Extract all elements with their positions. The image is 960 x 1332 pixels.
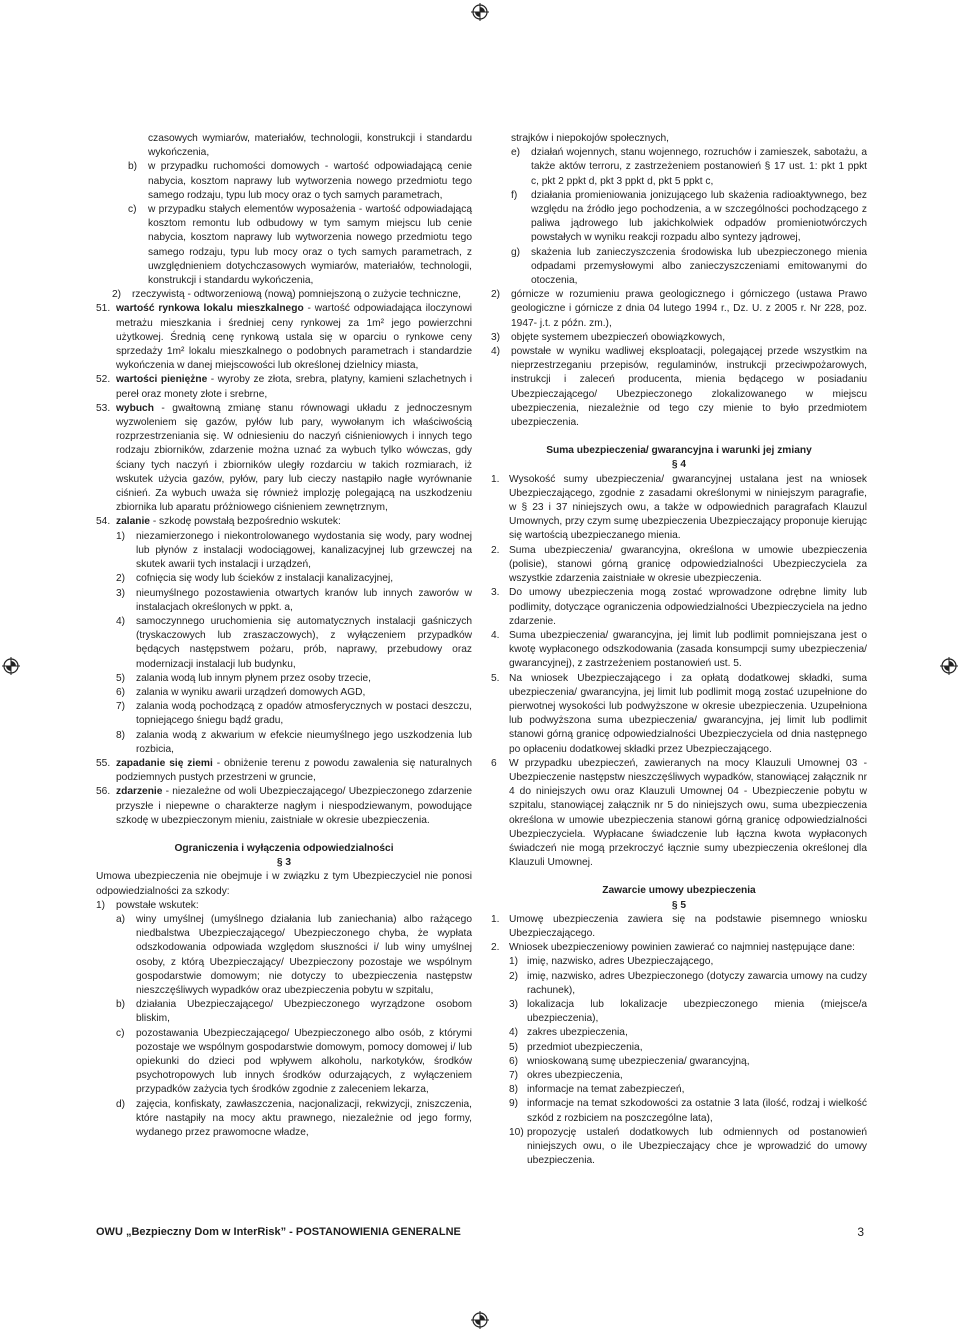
list-number: 9) bbox=[509, 1098, 519, 1110]
list-item bbox=[491, 629, 867, 672]
paragraph: Umowa ubezpieczenia nie obejmuje i w związku z tym Ubezpieczyciel nie ponosi odpowiedzialności za szkody: bbox=[96, 871, 472, 897]
list-item bbox=[96, 572, 472, 586]
sum-insured-list bbox=[491, 473, 867, 871]
list-number: 3) bbox=[116, 587, 126, 599]
list-number: 8) bbox=[509, 1084, 519, 1096]
list-number: g) bbox=[511, 246, 521, 258]
list-text: zalania wodą pochodzącą z opadów atmosferycznych w postaci deszczu, topniejącego śniegu bądź gradu, bbox=[136, 701, 472, 727]
registration-mark-top-icon bbox=[471, 3, 489, 21]
list-text: okres ubezpieczenia, bbox=[527, 1070, 623, 1081]
list-text: Wniosek ubezpieczeniowy powinien zawierać co najmniej następujące dane: bbox=[509, 942, 856, 954]
list-text: górnicze w rozumieniu prawa geologicznego i górniczego (ustawa Prawo geologiczne i górnicze z dnia 04 lutego 1994 r., Dz. U. z 2005 r. Nr 228, poz. 1947- j.t. z późn. zm.), bbox=[511, 289, 867, 329]
list-text: Wysokość sumy ubezpieczenia/ gwarancyjnej ustalana jest na wniosek Ubezpieczającego, zgodnie z zasadami określonymi w niniejszym paragrafie, w § 23 i 37 niniejszych owu, a także w odpowiednich paragrafach Klauzul Umownych, przy czym sumę ubezpieczenia Ubezpieczający proponuje kierując się wartością ubezpieczanego mienia. bbox=[509, 473, 867, 542]
list-text: informacje na temat szkodowości za ostatnie 3 lata (ilość, rodzaj i wielkość szkód z rozbiciem na poszczególne lata), bbox=[527, 1098, 867, 1124]
list-item bbox=[491, 913, 867, 941]
list-item bbox=[491, 1097, 867, 1125]
definition-term: wybuch bbox=[116, 402, 154, 414]
list-number: b) bbox=[116, 999, 126, 1011]
list-text: propozycję ustaleń dodatkowych lub odmiennych od postanowień niniejszych owu, o ile Ubezpieczający chce je wprowadzić do umowy ubezpieczenia. bbox=[527, 1126, 867, 1167]
list-item bbox=[96, 729, 472, 757]
list-number: 2) bbox=[491, 289, 501, 301]
list-item bbox=[491, 1126, 867, 1169]
list-number: 5) bbox=[116, 672, 126, 684]
definition-term: zapadanie się ziemi bbox=[116, 757, 213, 769]
list-text: winy umyślnej (umyślnego działania lub zaniechania) albo rażącego niedbalstwa Ubezpieczającego/ Ubezpieczonego chyba, że wypłata odszkodowania odpowiada względom słuszności i/ lub winy umyślnej osoby, z którą Ubezpieczający/ Ubezpieczony pozostaje we wspólnym gospodarstwie domowym; nie dotyczy to ubezpieczenia następstw nieszczęśliwych wypadków oraz ubezpieczenia pobytu w szpitalu, bbox=[136, 913, 472, 996]
exclusions-list-continued bbox=[491, 146, 867, 288]
section-number: § 4 bbox=[671, 459, 687, 471]
list-item bbox=[491, 955, 867, 969]
list-item bbox=[491, 1069, 867, 1083]
list-number: 4. bbox=[491, 629, 500, 641]
list-number: 2. bbox=[491, 544, 500, 556]
footer-title: OWU „Bezpieczny Dom w InterRisk” - POSTANOWIENIA GENERALNE bbox=[96, 1226, 461, 1238]
list-item bbox=[491, 1083, 867, 1097]
list-item bbox=[96, 615, 472, 672]
list-item bbox=[96, 672, 472, 686]
list-item bbox=[491, 998, 867, 1026]
list-number: 4) bbox=[491, 346, 501, 358]
list-number: d) bbox=[116, 1098, 126, 1110]
registration-mark-left-icon bbox=[2, 657, 20, 675]
list-number: 6) bbox=[509, 1055, 519, 1067]
list-text: przedmiot ubezpieczenia, bbox=[527, 1041, 643, 1053]
definition-item: 51. wartość rynkowa lokalu mieszkalnego - wartość odpowiadająca iloczynowi metrażu mieszkania i średniej ceny rynkowej za 1m² jego powierzchni użytkowej. Średnią cenę rynkową ustala się w oparciu o rynkowe ceny sprzedaży 1m² lokalu mieszkalnego o podobnych parametrach i standardzie wykończenia w danej miejscowości lub określonej dzielnicy miasta, bbox=[96, 303, 472, 372]
list-item bbox=[491, 970, 867, 998]
list-text: działań wojennych, stanu wojennego, rozruchów i zamieszek, sabotażu, a także aktów terroru, z zastrzeżeniem postanowień § 17 ust. 1: pkt 1 ppkt c, pkt 2 ppkt d, pkt 3 ppkt d, pkt 5 ppkt c, bbox=[531, 147, 867, 187]
definition-item: 54. zalanie - szkodę powstałą bezpośrednio wskutek: bbox=[96, 516, 341, 528]
list-number: 4) bbox=[509, 1027, 519, 1039]
list-text: Suma ubezpieczenia/ gwarancyjna, jej limit lub podlimit pomniejszana jest o kwotę wypłaconego odszkodowania (zasada konsumpcji sumy ubezpieczenia/ gwarancyjnej), z zastrzeżeniem postanowień ust. 5. bbox=[509, 629, 867, 670]
definition-term: zdarzenie bbox=[116, 786, 163, 798]
list-number: 1) bbox=[116, 530, 126, 542]
definition-item: 56. zdarzenie - niezależne od woli Ubezpieczającego/ Ubezpieczonego zdarzenie przyszłe i niepewne o charakterze nagłym i niespodziewanym, powodujące szkodę w ubezpieczonym mieniu, zaistniałe w okresie ubezpieczenia. bbox=[96, 786, 472, 826]
zalanie-list bbox=[96, 530, 472, 757]
list-number: 3) bbox=[509, 998, 519, 1010]
list-text: Suma ubezpieczenia/ gwarancyjna, określona w umowie ubezpieczenia (polisie), stanowi górną granicę odpowiedzialności Ubezpieczyciela za wszystkie zdarzenia zaistniałe w okresie ubezpieczenia. bbox=[509, 544, 867, 585]
list-item bbox=[491, 1041, 867, 1055]
list-item bbox=[96, 686, 472, 700]
list-item bbox=[96, 700, 472, 728]
right-column bbox=[491, 132, 867, 1168]
list-text: samoczynnego uruchomienia się automatycznych instalacji gaśniczych (tryskaczowych lub zraszaczowych), z wyłączeniem przypadków będących następstwem pożaru, prób, naprawy, przebudowy oraz modernizacji instalacji lub budynku, bbox=[136, 615, 472, 670]
definition-term: wartości pieniężne bbox=[116, 374, 208, 386]
list-number: 7) bbox=[509, 1070, 519, 1081]
list-item bbox=[491, 757, 867, 871]
list-text: objęte systemem ubezpieczeń obowiązkowych, bbox=[511, 331, 726, 343]
list-text: niezamierzonego i niekontrolowanego wydostania się wody, pary wodnej lub płynów z instalacji wodociągowej, kanalizacyjnej lub grzewczej na skutek awarii tych instalacji i urządzeń, bbox=[136, 530, 472, 571]
list-item bbox=[491, 345, 867, 430]
list-item bbox=[491, 189, 867, 246]
list-item bbox=[491, 544, 867, 587]
list-number: 2) bbox=[116, 573, 126, 585]
list-number: 8) bbox=[116, 729, 126, 741]
list-text: zakres ubezpieczenia, bbox=[527, 1027, 628, 1039]
page-number: 3 bbox=[857, 1225, 864, 1239]
list-number: 2) bbox=[509, 970, 519, 982]
list-item: c) w przypadku stałych elementów wyposażenia - wartość odpowiadającą kosztom remontu lub odbudowy w tym samym miejscu lub cenie nabycia, kosztom naprawy lub wytworzenia nowego przedmiotu tego samego rodzaju, typu lub mocy oraz o tych samych parametrach, z uwzględnieniem dotychczasowych wymiarów, materiałów, technologii, konstrukcji i standardu wykończenia, bbox=[128, 204, 472, 287]
list-number: 6) bbox=[116, 686, 126, 698]
list-text: Do umowy ubezpieczenia mogą zostać wprowadzone odrębne limity lub podlimity, dotyczące ograniczenia odpowiedzialności Ubezpieczyciela na jedno zdarzenie. bbox=[509, 587, 867, 627]
list-number: 1. bbox=[491, 913, 500, 925]
list-text: lokalizacja lub lokalizacje ubezpieczonego mienia (miejsce/a ubezpieczenia), bbox=[527, 998, 867, 1025]
list-text: działania Ubezpieczającego/ Ubezpieczonego wyrządzone osobom bliskim, bbox=[136, 999, 472, 1025]
section-number: § 3 bbox=[276, 857, 292, 869]
list-number: 2. bbox=[491, 942, 500, 954]
list-item bbox=[96, 587, 472, 615]
definition-term: wartość rynkowa lokalu mieszkalnego bbox=[116, 303, 304, 315]
list-text: zalania wodą lub innym płynem przez osoby trzecie, bbox=[136, 672, 371, 684]
list-text: zajęcia, konfiskaty, zawłaszczenia, nacjonalizacji, rekwizycji, zniszczenia, które nastąpiły na mocy aktu prawnego, niezależnie od jego formy, wydanego przez prawomocne władze, bbox=[136, 1098, 472, 1139]
list-text: pozostawania Ubezpieczającego/ Ubezpieczonego albo osób, z którymi pozostaje we wspólnym gospodarstwie domowym, pomocy domowej i/ lub opiekunki do dzieci pod wpływem alkoholu, narkotyków, środków psychotropowych lub innych środków odurzających, z wyłączeniem przypadków zażycia tych środków zgodnie z zaleceniem lekarza, bbox=[136, 1027, 472, 1096]
list-item bbox=[491, 146, 867, 189]
list-item bbox=[96, 1027, 472, 1098]
definition-item: 55. zapadanie się ziemi - obniżenie terenu z powodu zawalenia się naturalnych podziemnych pustych przestrzeni w gruncie, bbox=[96, 757, 472, 784]
list-item: b) w przypadku ruchomości domowych - wartość odpowiadającą cenie nabycia, kosztom naprawy lub wytworzenia nowego przedmiotu tego samego rodzaju, typu lub mocy oraz o tych samych parametrach, bbox=[128, 161, 472, 201]
paragraph: strajków i niepokojów społecznych, bbox=[511, 133, 669, 144]
list-number: 1. bbox=[491, 473, 500, 485]
list-text: W przypadku ubezpieczeń, zawieranych na mocy Klauzuli Umownej 03 - Ubezpieczenie następstw nieszczęśliwych wypadków, stanowiącej załącznik nr 4 do niniejszych owu oraz Klauzuli Umownej 04 - Ubezpieczenie pobytu w szpitalu, stanowiącej załącznik nr 5 do niniejszych owu, suma ubezpieczenia określona w umowie ubezpieczenia stanowi górną granicę odpowiedzialności Ubezpieczyciela. Wypłacane świadczenie lub łączna kwota wypłaconych świadczeń nie mogą przekroczyć łącznie sumy ubezpieczenia określonej dla Klauzuli Umownej. bbox=[509, 757, 867, 869]
list-number: 4) bbox=[116, 615, 126, 627]
list-number: 7) bbox=[116, 701, 126, 713]
section-title: Zawarcie umowy ubezpieczenia bbox=[602, 885, 756, 897]
list-number: 6 bbox=[491, 757, 497, 769]
list-item bbox=[491, 1026, 867, 1040]
list-item bbox=[491, 246, 867, 289]
list-item bbox=[96, 913, 472, 998]
list-number: 1) bbox=[509, 956, 519, 968]
list-number: 5) bbox=[509, 1041, 519, 1053]
definition-item: 52. wartości pieniężne - wyroby ze złota, srebra, platyny, kamieni szlachetnych i pereł oraz monety złote i srebrne, bbox=[96, 374, 473, 400]
list-number: 3. bbox=[491, 587, 500, 599]
list-text: imię, nazwisko, adres Ubezpieczającego, bbox=[527, 956, 714, 968]
list-item bbox=[491, 288, 867, 331]
list-text: skażenia lub zanieczyszczenia środowiska lub ubezpieczonego mienia odpadami przemysłowymi albo zanieczyszczeniami emitowanymi do otoczenia, bbox=[531, 246, 867, 287]
list-item bbox=[491, 941, 867, 955]
registration-mark-right-icon bbox=[940, 657, 958, 675]
list-text: informacje na temat zabezpieczeń, bbox=[527, 1084, 685, 1096]
list-text: powstałe w wyniku wadliwej eksploatacji, polegającej przede wszystkim na nieprzestrzeganiu przepisów, regulaminów, instrukcji przeciwpożarowych, instrukcji i zaleceń producenta, mienia będącego w posiadaniu Ubezpieczającego/ Ubezpieczonego zlokalizowanego w miejscu ubezpieczenia, niezależnie od tego czy mienie to było przedmiotem ubezpieczenia. bbox=[511, 346, 867, 429]
list-number: 5. bbox=[491, 672, 500, 684]
list-item bbox=[96, 998, 472, 1026]
section-number: § 5 bbox=[671, 899, 687, 911]
exclusions-list bbox=[96, 913, 472, 1140]
list-item: 2) rzeczywistą - odtworzeniową (nową) pomniejszoną o zużycie techniczne, bbox=[112, 289, 461, 301]
list-text: działania promieniowania jonizującego lub skażenia radioaktywnego, bez względu na źródło jego pochodzenia, a w szczególności pochodzącego z paliwa jądrowego lub jakichkolwiek odpadów promieniotwórczych powstałych w wyniku reakcji rozpadu albo syntezy jądrowej, bbox=[531, 189, 867, 244]
list-number: c) bbox=[116, 1027, 125, 1039]
list-number: a) bbox=[116, 913, 126, 925]
list-text: cofnięcia się wody lub ścieków z instalacji kanalizacyjnej, bbox=[136, 573, 394, 585]
list-text: nieumyślnego pozostawienia otwartych kranów lub innych zaworów w instalacjach określonych w ppkt. a, bbox=[136, 587, 472, 613]
definition-term: zalanie bbox=[116, 516, 150, 528]
list-text: Na wniosek Ubezpieczającego i za opłatą dodatkowej składki, suma ubezpieczenia/ gwarancyjna, jej limit lub podlimit mogą zostać uzupełnione do pierwotnej wysokości lub podwyższone w okresie ubezpieczenia. Uzupełniona lub podwyższona suma ubezpieczenia/ gwarancyjna, jej limit lub podlimit stanowi górną granicę odpowiedzialności Ubezpieczyciela od dnia następnego po opłaceniu dodatkowej składki przez Ubezpieczającego. bbox=[509, 672, 867, 755]
application-data-list bbox=[491, 955, 867, 1168]
list-item bbox=[491, 473, 867, 544]
list-text: zalania w wyniku awarii urządzeń domowych AGD, bbox=[136, 686, 366, 698]
list-text: imię, nazwisko, adres Ubezpieczonego (dotyczy zawarcia umowy na cudzy rachunek), bbox=[527, 970, 867, 996]
paragraph: czasowych wymiarów, materiałów, technologii, konstrukcji i standardu wykończenia, bbox=[148, 133, 472, 159]
list-item bbox=[96, 1098, 472, 1141]
list-text: Umowę ubezpieczenia zawiera się na podstawie pisemnego wniosku Ubezpieczającego. bbox=[509, 913, 867, 939]
list-item bbox=[96, 530, 472, 573]
list-item bbox=[491, 672, 867, 757]
list-item bbox=[491, 331, 867, 345]
definition-item: 53. wybuch - gwałtowną zmianę stanu równowagi układu z jednoczesnym wyzwoleniem się gazów, pyłów lub pary, wywołanym ich właściwością rozprzestrzeniania się. W odniesieniu do naczyń ciśnieniowych i innych tego rodzaju zbiorników, zdarzenie można uznać za wybuch tylko wówczas, gdy ściany tych naczyń i zbiorników uległy rozdarciu w takich rozmiarach, iż wskutek użycia gazów, pyłów, pary lub cieczy nastąpiło nagłe wyrównanie ciśnień. Za wybuch uważa się również implozję polegającą na uszkodzeniu zbiornika lub aparatu próżniowego ciśnieniem zewnętrznym, bbox=[96, 402, 472, 514]
left-column bbox=[96, 132, 472, 1140]
list-text: zalania wodą z akwarium w efekcie nieumyślnego jego uszkodzenia lub rozbicia, bbox=[136, 729, 472, 755]
list-item bbox=[491, 586, 867, 629]
list-number: 10) bbox=[509, 1126, 524, 1138]
list-item: 1) powstałe wskutek: bbox=[96, 899, 199, 911]
section-title: Suma ubezpieczenia/ gwarancyjna i warunki jej zmiany bbox=[546, 445, 812, 457]
list-number: f) bbox=[511, 189, 518, 201]
list-text: wnioskowaną sumę ubezpieczenia/ gwarancyjną, bbox=[527, 1055, 750, 1067]
list-item bbox=[491, 1055, 867, 1069]
section-title: Ograniczenia i wyłączenia odpowiedzialności bbox=[174, 842, 394, 854]
contract-list bbox=[491, 913, 867, 956]
list-number: 3) bbox=[491, 331, 501, 343]
registration-mark-bottom-icon bbox=[471, 1311, 489, 1329]
list-number: e) bbox=[511, 147, 521, 159]
exclusions-numbered-list bbox=[491, 288, 867, 430]
